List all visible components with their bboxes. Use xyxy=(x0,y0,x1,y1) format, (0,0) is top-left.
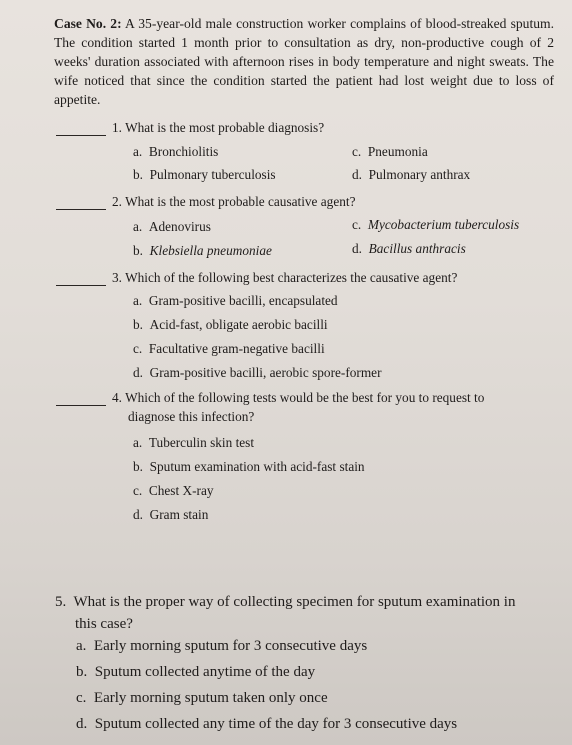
question-number: 2. xyxy=(112,194,122,209)
option-4d[interactable]: d. Gram stain xyxy=(133,507,209,522)
answer-blank-1[interactable] xyxy=(56,135,106,136)
question-2 xyxy=(112,192,355,211)
option-3d[interactable]: d. Gram-positive bacilli, aerobic spore-former xyxy=(133,365,382,380)
question-text-line2: this case? xyxy=(75,616,133,632)
question-text-line1: What is the proper way of collecting specimen for sputum examination in xyxy=(73,594,516,610)
question-text-line1: Which of the following tests would be the best for you to request to xyxy=(125,390,485,405)
option-3b[interactable]: b. Acid-fast, obligate aerobic bacilli xyxy=(133,317,328,332)
answer-blank-3[interactable] xyxy=(56,285,106,286)
question-number: 4. xyxy=(112,390,122,405)
question-text: What is the most probable causative agent? xyxy=(125,194,356,209)
option-2a[interactable]: a. Adenovirus xyxy=(133,219,211,234)
option-3c[interactable]: c. Facultative gram-negative bacilli xyxy=(133,341,325,356)
question-number: 5. xyxy=(55,594,67,610)
answer-blank-2[interactable] xyxy=(56,209,106,210)
option-1c[interactable]: c. Pneumonia xyxy=(352,144,428,159)
case-description xyxy=(54,14,554,109)
option-3a[interactable]: a. Gram-positive bacilli, encapsulated xyxy=(133,293,338,308)
option-2d[interactable]: d. Bacillus anthracis xyxy=(352,241,466,256)
question-1 xyxy=(112,118,324,137)
question-5 xyxy=(55,591,565,635)
option-1d[interactable]: d. Pulmonary anthrax xyxy=(352,167,471,182)
answer-blank-4[interactable] xyxy=(56,405,106,406)
option-5a[interactable]: a. Early morning sputum for 3 consecutive days xyxy=(76,638,368,654)
option-4b[interactable]: b. Sputum examination with acid-fast stain xyxy=(133,459,365,474)
option-5b[interactable]: b. Sputum collected anytime of the day xyxy=(76,664,316,680)
option-2b[interactable]: b. Klebsiella pneumoniae xyxy=(133,243,272,258)
question-text-line2: diagnose this infection? xyxy=(128,409,255,424)
option-2c[interactable]: c. Mycobacterium tuberculosis xyxy=(352,217,520,232)
question-number: 1. xyxy=(112,120,122,135)
option-1b[interactable]: b. Pulmonary tuberculosis xyxy=(133,167,276,182)
question-text: What is the most probable diagnosis? xyxy=(125,120,325,135)
case-text: A 35-year-old male construction worker complains of blood-streaked sputum. The condition started 1 month prior to consultation as dry, non-productive cough of 2 weeks' duration associated with afternoon rises in body temperature and night sweats. The wife noticed that since the condition started the patient had lost weight due to loss of appetite. xyxy=(54,16,554,107)
option-5c[interactable]: c. Early morning sputum taken only once xyxy=(76,690,328,706)
option-4c[interactable]: c. Chest X-ray xyxy=(133,483,214,498)
question-number: 3. xyxy=(112,270,122,285)
question-text: Which of the following best characterizes the causative agent? xyxy=(125,270,458,285)
option-1a[interactable]: a. Bronchiolitis xyxy=(133,144,219,159)
question-4 xyxy=(112,388,562,426)
question-3 xyxy=(112,268,457,287)
case-label: Case No. 2: xyxy=(54,16,122,31)
option-4a[interactable]: a. Tuberculin skin test xyxy=(133,435,255,450)
option-5d[interactable]: d. Sputum collected any time of the day for 3 consecutive days xyxy=(76,716,458,732)
